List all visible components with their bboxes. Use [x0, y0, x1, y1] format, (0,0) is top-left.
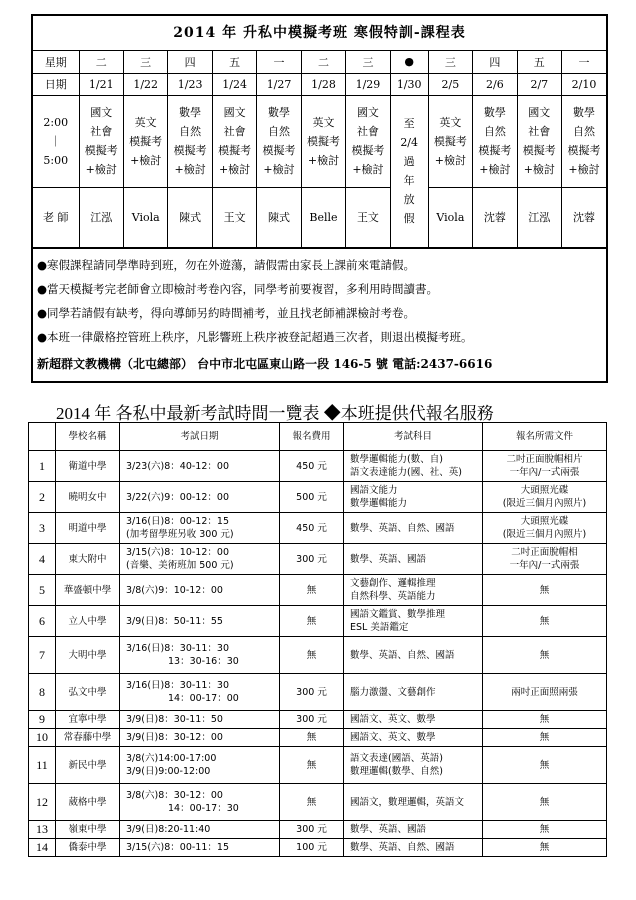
school-name: 宜寧中學 [56, 711, 120, 729]
date-cell: 1/21 [79, 73, 123, 95]
header-docs: 報名所需文件 [483, 423, 607, 451]
header-school: 學校名稱 [56, 423, 120, 451]
school-name: 華盛頓中學 [56, 575, 120, 606]
teacher-cell: 沈蓉 [473, 187, 517, 247]
subject-line: +檢討 [307, 153, 340, 167]
session-row [33, 95, 606, 187]
exam-subjects [344, 451, 483, 482]
teacher-cell: 王文 [346, 187, 390, 247]
holiday-text: 假 [403, 212, 415, 225]
exam-subjects [344, 637, 483, 674]
date-cell: 1/23 [168, 73, 212, 95]
date-cell: 1/29 [346, 73, 390, 95]
exam-table [28, 422, 607, 857]
weekday-cell: 二 [79, 51, 123, 73]
schedule-grid [33, 51, 606, 248]
weekday-cell: 四 [473, 51, 517, 73]
subject-cell [346, 95, 390, 187]
row-number: 4 [29, 544, 56, 575]
required-doc-line: 無 [539, 714, 550, 725]
exam-date [120, 729, 280, 747]
subject-cell [79, 95, 123, 187]
row-number: 10 [29, 729, 56, 747]
row-number: 7 [29, 637, 56, 674]
notes [33, 248, 606, 351]
exam-subjects [344, 821, 483, 839]
date-cell: 2/7 [517, 73, 561, 95]
teacher-cell: 陳式 [168, 187, 212, 247]
exam-date-line: 14：00-17：30 [168, 803, 239, 814]
exam-subject-line: 語文表達(國語、英語) [350, 753, 443, 764]
exam-subject-line: 數學、英語、自然、國語 [350, 649, 455, 661]
exam-date-line: 13：30-16：30 [168, 656, 239, 667]
subject-line: 模擬考 [351, 144, 385, 157]
exam-subject-line: 文藝創作、邏輯推理 [350, 578, 436, 589]
table-row [29, 784, 607, 821]
row-number: 2 [29, 482, 56, 513]
required-docs [483, 513, 607, 544]
exam-date [120, 784, 280, 821]
required-docs [483, 784, 607, 821]
subject-line: 模擬考 [478, 144, 512, 157]
time-sep: ｜ [50, 134, 62, 148]
teacher-cell: 江泓 [517, 187, 561, 247]
school-name: 立人中學 [56, 606, 120, 637]
table-row [29, 637, 607, 674]
subject-line: +檢討 [352, 163, 384, 176]
required-doc-line: 無 [539, 842, 550, 853]
table-row [29, 575, 607, 606]
subject-line: +檢討 [479, 163, 511, 176]
subject-line: 模擬考 [218, 144, 252, 157]
exam-subject-line: 數理邏輯(數學、自然) [350, 766, 443, 777]
teacher-row [33, 187, 606, 247]
subject-cell [301, 95, 345, 187]
date-label: 日期 [33, 73, 79, 95]
date-cell: 1/30 [390, 73, 428, 95]
school-name: 衛道中學 [56, 451, 120, 482]
required-doc-line: 大頭照光碟 [520, 485, 569, 496]
exam-fee: 450 元 [280, 513, 344, 544]
subject-line: 數學 [483, 106, 506, 119]
school-name: 嶺東中學 [56, 821, 120, 839]
row-number: 6 [29, 606, 56, 637]
exam-fee: 無 [280, 606, 344, 637]
exam-subjects [344, 606, 483, 637]
subject-line: 模擬考 [433, 134, 467, 148]
header-subjects: 考試科目 [344, 423, 483, 451]
exam-date-line: 3/9(日)8：30-12：00 [126, 732, 223, 743]
holiday-text: 至 [403, 117, 415, 130]
exam-fee: 100 元 [280, 839, 344, 857]
required-docs [483, 606, 607, 637]
schedule-title: 2014 年 升私中模擬考班 寒假特訓-課程表 [33, 16, 606, 51]
exam-fee: 無 [280, 637, 344, 674]
exam-fee: 300 元 [280, 821, 344, 839]
table-row [29, 711, 607, 729]
table-row [29, 513, 607, 544]
exam-subject-line: 腦力激盪、文藝創作 [350, 686, 436, 698]
subject-line: 國文 [356, 106, 379, 119]
required-doc-line: 無 [539, 732, 550, 743]
exam-date-line: (音樂、美術班加 500 元) [126, 560, 234, 571]
row-number: 5 [29, 575, 56, 606]
exam-date-line: 3/15(六)8：10-12：00 [126, 547, 229, 558]
teacher-label: 老 師 [33, 187, 79, 247]
subject-line: +檢討 [568, 163, 600, 176]
exam-date [120, 839, 280, 857]
header-date: 考試日期 [120, 423, 280, 451]
exam-fee: 無 [280, 784, 344, 821]
date-cell: 1/27 [257, 73, 301, 95]
subject-line: 自然 [483, 125, 506, 138]
row-number: 9 [29, 711, 56, 729]
subject-line: 模擬考 [262, 144, 296, 157]
school-name: 東大附中 [56, 544, 120, 575]
subject-line: 自然 [573, 125, 596, 138]
required-docs [483, 711, 607, 729]
required-doc-line: (限近三個月內照片) [502, 498, 587, 509]
subject-line: 數學 [179, 106, 202, 119]
row-number: 12 [29, 784, 56, 821]
weekday-cell: 五 [212, 51, 256, 73]
table-row [29, 482, 607, 513]
school-name: 明道中學 [56, 513, 120, 544]
subject-cell [562, 95, 606, 187]
row-number: 8 [29, 674, 56, 711]
subject-cell [517, 95, 561, 187]
required-doc-line: 無 [539, 824, 550, 835]
subject-line: 數學 [573, 106, 596, 119]
subject-cell [212, 95, 256, 187]
exam-date-line: 3/8(六)9：10-12：00 [126, 584, 223, 596]
exam-subjects [344, 729, 483, 747]
weekday-row [33, 51, 606, 73]
exam-date-line: 3/22(六)9：00-12：00 [126, 491, 229, 503]
row-number: 13 [29, 821, 56, 839]
exam-subjects [344, 747, 483, 784]
subject-cell [473, 95, 517, 187]
subject-cell [123, 95, 167, 187]
subject-line: +檢討 [130, 153, 162, 167]
organization-line: 新超群文教機構（北屯總部） 台中市北屯區東山路一段 146-5 號 電話:2437-6616 [37, 356, 493, 371]
subject-line: 英文 [312, 115, 335, 129]
required-docs [483, 747, 607, 784]
exam-date [120, 637, 280, 674]
subject-line: 自然 [268, 125, 291, 138]
course-schedule [31, 14, 608, 383]
exam-fee: 300 元 [280, 674, 344, 711]
exam-subject-line: 數學邏輯能力(數、自) [350, 454, 443, 465]
required-docs [483, 482, 607, 513]
weekday-cell: 四 [168, 51, 212, 73]
weekday-cell: 三 [428, 51, 472, 73]
holiday-text: 年 [403, 174, 415, 187]
exam-fee: 450 元 [280, 451, 344, 482]
exam-date [120, 482, 280, 513]
exam-date-line: 3/16(日)8：30-11：30 [126, 680, 229, 691]
subject-line: 數學 [268, 106, 291, 119]
required-docs [483, 575, 607, 606]
required-doc-line: 二吋正面脫帽相片 [506, 454, 583, 465]
exam-subjects [344, 575, 483, 606]
exam-date [120, 606, 280, 637]
exam-subjects [344, 482, 483, 513]
subject-line: 自然 [179, 125, 202, 138]
exam-subject-line: 國語文、英文、數學 [350, 714, 436, 725]
note-item: ●本班一律嚴格控管班上秩序，凡影響班上秩序被登記超過三次者，則退出模擬考班。 [37, 329, 473, 344]
exam-subjects [344, 544, 483, 575]
exam-date-line: 3/9(日)8：50-11：55 [126, 615, 223, 627]
exam-subjects [344, 674, 483, 711]
exam-subject-line: 國語文鑑賞、數學推理 [350, 609, 446, 620]
subject-line: 社會 [356, 125, 379, 138]
exam-date [120, 711, 280, 729]
exam-fee: 無 [280, 747, 344, 784]
exam-subject-line: 數學邏輯能力 [350, 498, 408, 509]
weekday-cell: 三 [346, 51, 390, 73]
school-name: 曉明女中 [56, 482, 120, 513]
subject-line: 模擬考 [129, 134, 163, 148]
exam-date-line: 3/23(六)8：40-12：00 [126, 460, 229, 472]
subject-line: +檢討 [174, 163, 206, 176]
exam-subjects [344, 711, 483, 729]
weekday-label: 星期 [33, 51, 79, 73]
date-cell: 2/6 [473, 73, 517, 95]
exam-date-line: 14：00-17：00 [168, 693, 239, 704]
subject-line: 模擬考 [84, 144, 118, 157]
teacher-cell: Belle [301, 187, 345, 247]
exam-fee: 300 元 [280, 711, 344, 729]
exam-subject-line: 國語文，數理邏輯，英語文 [350, 796, 465, 808]
exam-subjects [344, 784, 483, 821]
subject-line: +檢討 [434, 153, 466, 167]
exam-fee: 無 [280, 729, 344, 747]
required-docs [483, 637, 607, 674]
subject-line: 模擬考 [522, 144, 556, 157]
table-row [29, 839, 607, 857]
school-name: 新民中學 [56, 747, 120, 784]
row-number: 1 [29, 451, 56, 482]
date-cell: 1/24 [212, 73, 256, 95]
exam-subjects [344, 513, 483, 544]
school-name: 大明中學 [56, 637, 120, 674]
exam-date-line: 3/8(六)14:00-17:00 [126, 753, 217, 764]
subject-line: 模擬考 [306, 134, 340, 148]
exam-subject-line: 數學、英語、國語 [350, 824, 427, 835]
subject-line: +檢討 [218, 163, 251, 176]
weekday-cell: 二 [301, 51, 345, 73]
header-no [29, 423, 56, 451]
exam-subject-line: 數學、英語、自然、國語 [350, 522, 455, 534]
teacher-cell: 王文 [212, 187, 256, 247]
exam-date-line: 3/16(日)8：30-11：30 [126, 643, 229, 654]
exam-subject-line: 國語文、英文、數學 [350, 732, 436, 743]
holiday-text: 過 [403, 155, 415, 168]
required-doc-line: 無 [539, 796, 550, 808]
row-number: 11 [29, 747, 56, 784]
subject-cell [257, 95, 301, 187]
subject-line: +檢討 [85, 163, 117, 176]
required-doc-line: 兩吋正面照兩張 [511, 686, 578, 698]
subject-line: 國文 [528, 106, 551, 119]
exam-header-row [29, 423, 607, 451]
exam-table-heading: 2014 年 各私中最新考試時間一覽表 ◆本班提供代報名服務 [56, 404, 494, 423]
subject-line: 社會 [223, 125, 246, 138]
date-cell: 2/5 [428, 73, 472, 95]
weekday-cell: 五 [517, 51, 561, 73]
school-name: 常春藤中學 [56, 729, 120, 747]
required-doc-line: 無 [539, 649, 550, 661]
table-row [29, 729, 607, 747]
required-doc-line: 無 [539, 615, 550, 627]
table-row [29, 674, 607, 711]
weekday-cell: 一 [257, 51, 301, 73]
exam-date-line: 3/16(日)8：00-12：15 [126, 516, 229, 527]
date-cell: 2/10 [562, 73, 606, 95]
school-name: 葳格中學 [56, 784, 120, 821]
date-row [33, 73, 606, 95]
school-name: 弘文中學 [56, 674, 120, 711]
table-row [29, 606, 607, 637]
required-doc-line: 無 [539, 584, 550, 596]
exam-table-body [29, 451, 607, 857]
required-docs [483, 729, 607, 747]
weekday-cell: 三 [123, 51, 167, 73]
exam-subject-line: 自然科學、英語能力 [350, 591, 436, 602]
header-fee: 報名費用 [280, 423, 344, 451]
required-docs [483, 451, 607, 482]
exam-subject-line: ESL 美語鑑定 [350, 622, 409, 633]
teacher-cell: 江泓 [79, 187, 123, 247]
subject-line: +檢討 [263, 163, 295, 176]
note-item: ●寒假課程請同學準時到班，勿在外遊蕩，請假需由家長上課前來電請假。 [37, 257, 416, 272]
date-cell: 1/22 [123, 73, 167, 95]
table-row [29, 451, 607, 482]
subject-line: 模擬考 [173, 144, 207, 157]
exam-subjects [344, 839, 483, 857]
teacher-cell: Viola [428, 187, 472, 247]
exam-date [120, 674, 280, 711]
subject-line: 國文 [90, 106, 113, 119]
time-range [33, 95, 79, 187]
exam-date [120, 575, 280, 606]
exam-date [120, 451, 280, 482]
exam-fee: 500 元 [280, 482, 344, 513]
exam-date-line: 3/9(日)9:00-12:00 [126, 766, 211, 777]
required-doc-line: 無 [539, 759, 550, 771]
table-row [29, 821, 607, 839]
subject-line: +檢討 [523, 163, 555, 176]
weekday-cell: ● [390, 51, 428, 73]
subject-line: 英文 [439, 115, 462, 129]
required-docs [483, 821, 607, 839]
note-item: ●同學若請假有缺考，得向導師另約時間補考，並且找老師補課檢討考卷。 [37, 305, 416, 320]
exam-date-line: 3/9(日)8：30-11：50 [126, 714, 223, 725]
holiday-text: 2/4 [400, 136, 419, 149]
exam-subject-line: 國語文能力 [350, 485, 398, 496]
exam-date [120, 821, 280, 839]
subject-line: 社會 [90, 125, 113, 138]
row-number: 14 [29, 839, 56, 857]
holiday-text: 放 [403, 193, 415, 206]
table-row [29, 544, 607, 575]
subject-line: 模擬考 [567, 144, 601, 157]
subject-line: 國文 [223, 106, 246, 119]
exam-date-line: 3/8(六)8：30-12：00 [126, 790, 223, 801]
subject-line: 社會 [528, 125, 551, 138]
note-item: ●當天模擬考完老師會立即檢討考卷內容，同學考前要複習，多利用時間讀書。 [37, 281, 439, 296]
exam-fee: 300 元 [280, 544, 344, 575]
school-name: 僑泰中學 [56, 839, 120, 857]
required-doc-line: (限近三個月內照片) [502, 529, 587, 540]
required-docs [483, 839, 607, 857]
exam-date [120, 544, 280, 575]
teacher-cell: Viola [123, 187, 167, 247]
teacher-cell: 沈蓉 [562, 187, 606, 247]
required-doc-line: 一年內/一式兩張 [509, 467, 580, 478]
subject-cell [168, 95, 212, 187]
table-row [29, 747, 607, 784]
required-doc-line: 一年內/一式兩張 [509, 560, 580, 571]
exam-date [120, 747, 280, 784]
exam-subject-line: 數學、英語、國語 [350, 553, 427, 565]
exam-date-line: 3/9(日)8:20-11:40 [126, 824, 211, 835]
time-end: 5:00 [43, 153, 69, 167]
required-docs [483, 544, 607, 575]
exam-subject-line: 數學、英語、自然、國語 [350, 842, 455, 853]
weekday-cell: 一 [562, 51, 606, 73]
required-docs [483, 674, 607, 711]
teacher-cell: 陳式 [257, 187, 301, 247]
exam-date-line: 3/15(六)8：00-11：15 [126, 842, 229, 853]
exam-date [120, 513, 280, 544]
subject-cell [428, 95, 472, 187]
required-doc-line: 大頭照光碟 [520, 516, 569, 527]
time-start: 2:00 [43, 115, 69, 129]
row-number: 3 [29, 513, 56, 544]
exam-subject-line: 語文表達能力(國、社、英) [350, 467, 462, 478]
date-cell: 1/28 [301, 73, 345, 95]
holiday-cell [390, 95, 428, 247]
exam-date-line: (加考留學班另收 300 元) [126, 529, 234, 540]
exam-fee: 無 [280, 575, 344, 606]
required-doc-line: 二吋正面脫帽相 [511, 547, 578, 558]
subject-line: 英文 [134, 115, 157, 129]
